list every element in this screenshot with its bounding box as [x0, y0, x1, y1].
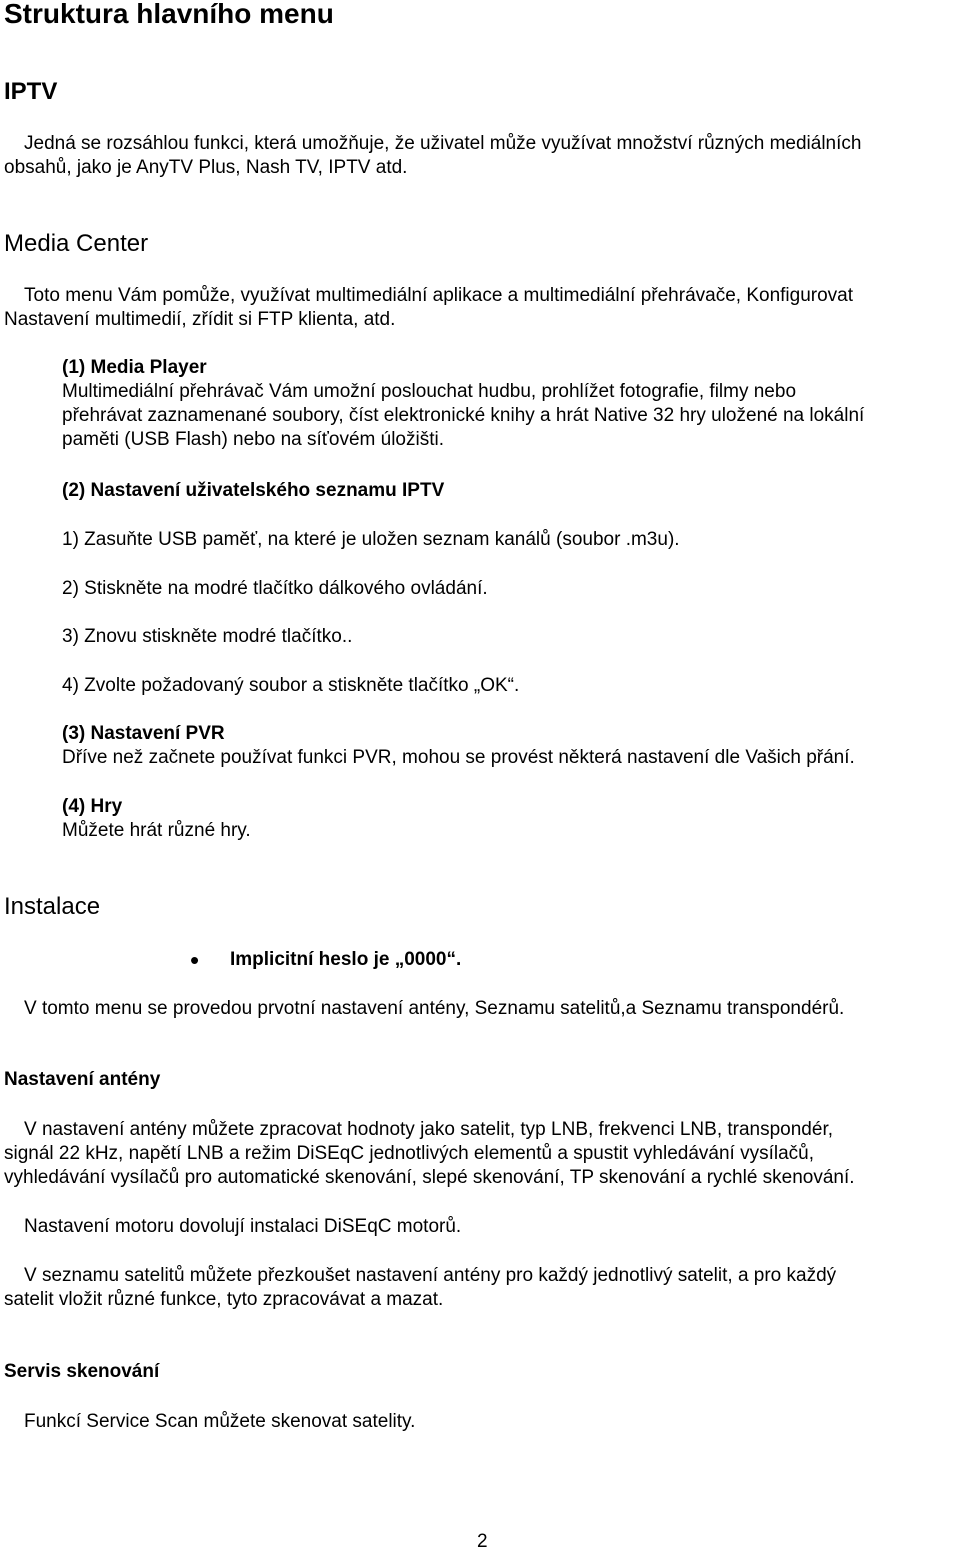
media-center-text-line-2: Nastavení multimedií, zřídit si FTP klienta, atd. — [4, 309, 396, 330]
subheading-games: (4) Hry — [62, 796, 123, 817]
iptv-text-line-1: Jedná se rozsáhlou funkci, která umožňuje, že uživatel může využívat množství různých mediálních — [24, 133, 862, 154]
section-heading-service-scan: Servis skenování — [4, 1361, 160, 1382]
page-number: 2 — [477, 1531, 488, 1552]
instalace-text: V tomto menu se provedou prvotní nastavení antény, Seznamu satelitů,a Seznamu transpondérů. — [24, 998, 845, 1019]
antenna-text-line-2: signál 22 kHz, napětí LNB a režim DiSEqC jednotlivých elementů a spustit vyhledávání vysílačů, — [4, 1143, 815, 1164]
satellite-list-text-line-1: V seznamu satelitů můžete přezkoušet nastavení antény pro každý jednotlivý satelit, a pro každý — [24, 1265, 837, 1286]
iptv-step-2: 2) Stiskněte na modré tlačítko dálkového ovládání. — [62, 578, 488, 599]
media-center-text-line-1: Toto menu Vám pomůže, využívat multimediální aplikace a multimediální přehrávače, Konfigurovat — [24, 285, 854, 306]
games-text: Můžete hrát různé hry. — [62, 820, 251, 841]
section-heading-iptv: IPTV — [4, 78, 58, 105]
antenna-text-line-1: V nastavení antény můžete zpracovat hodnoty jako satelit, typ LNB, frekvenci LNB, transpondér, — [24, 1119, 834, 1140]
subheading-media-player: (1) Media Player — [62, 357, 207, 378]
default-password-note: Implicitní heslo je „0000“. — [230, 949, 462, 970]
media-player-line-3: paměti (USB Flash) nebo na síťovém úložišti. — [62, 429, 445, 450]
section-heading-instalace: Instalace — [4, 893, 101, 920]
page-title: Struktura hlavního menu — [4, 0, 334, 29]
iptv-text-line-2: obsahů, jako je AnyTV Plus, Nash TV, IPTV atd. — [4, 157, 408, 178]
subheading-pvr: (3) Nastavení PVR — [62, 723, 225, 744]
iptv-step-1: 1) Zasuňte USB paměť, na které je uložen seznam kanálů (soubor .m3u). — [62, 529, 680, 550]
pvr-text: Dříve než začnete používat funkci PVR, mohou se provést některá nastavení dle Vašich přání. — [62, 747, 855, 768]
section-heading-media-center: Media Center — [4, 230, 149, 257]
antenna-text-line-3: vyhledávání vysílačů pro automatické skenování, slepé skenování, TP skenování a rychlé skenování. — [4, 1167, 855, 1188]
iptv-step-4: 4) Zvolte požadovaný soubor a stiskněte tlačítko „OK“. — [62, 675, 520, 696]
bullet-icon: • — [190, 945, 200, 975]
subheading-iptv-list: (2) Nastavení uživatelského seznamu IPTV — [62, 480, 445, 501]
iptv-step-3: 3) Znovu stiskněte modré tlačítko.. — [62, 626, 353, 647]
service-scan-text: Funkcí Service Scan můžete skenovat satelity. — [24, 1411, 416, 1432]
media-player-line-1: Multimediální přehrávač Vám umožní poslouchat hudbu, prohlížet fotografie, filmy nebo — [62, 381, 797, 402]
motor-text: Nastavení motoru dovolují instalaci DiSEqC motorů. — [24, 1216, 462, 1237]
media-player-line-2: přehrávat zaznamenané soubory, číst elektronické knihy a hrát Native 32 hry uložené na lokální — [62, 405, 865, 426]
satellite-list-text-line-2: satelit vložit různé funkce, tyto zpracovávat a mazat. — [4, 1289, 444, 1310]
section-heading-antenna: Nastavení antény — [4, 1069, 161, 1090]
